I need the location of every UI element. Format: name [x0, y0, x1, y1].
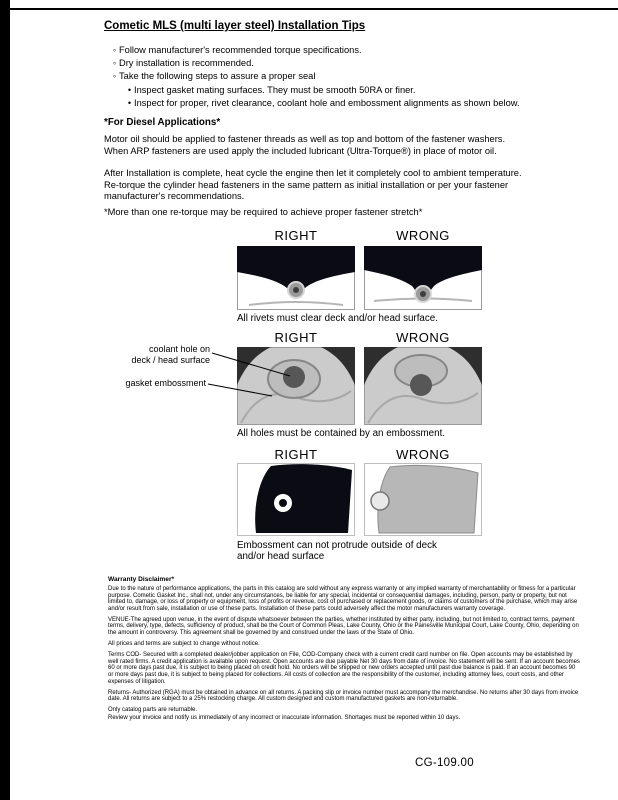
page-title: Cometic MLS (multi layer steel) Installation Tips — [104, 20, 366, 32]
page-number: CG-109.00 — [415, 757, 474, 769]
page-left-border — [0, 0, 10, 800]
warranty-paragraph: VENUE-The agreed upon venue, in the event of dispute whatsoever between the parties, whether instituted by either party, including, but not limited to, contract terms, payment terms, delivery, type, defects, sufficiency of product, shall be the Court of Common Pleas, Lake County, Ohio or the Painesville Municipal Court, Lake County, Ohio, depending on the amount in controversy. This agreement shall be governed by and construed under the laws of the State of Ohio. — [108, 616, 579, 637]
annotation-line: coolant hole on — [148, 344, 210, 354]
embossment-containment-wrong-figure — [364, 347, 482, 425]
list-item — [125, 97, 580, 110]
warranty-heading: Warranty Disclaimer* — [108, 576, 175, 583]
embossment-containment-right-figure — [237, 347, 355, 425]
list-item — [110, 70, 580, 83]
row2-caption: All holes must be contained by an embossment. — [237, 428, 446, 439]
row2-right-label: RIGHT — [274, 330, 318, 345]
tip-text: Follow manufacturer's recommended torque specifications. — [119, 45, 362, 55]
warranty-paragraph: Only catalog parts are returnable. — [108, 707, 198, 714]
bullet-marker: • — [127, 97, 132, 108]
bullet-marker: ◦ — [112, 71, 117, 82]
tip-text: Dry installation is recommended. — [119, 58, 254, 69]
diesel-paragraph-2: After Installation is complete, heat cycle the engine then let it completely cool to ambient temperature. Re-torque the cylinder head fasteners in the same pattern as initial installation or per your fastener manufacturer's recommendations. — [104, 168, 522, 202]
coolant-hole-annotation — [108, 344, 210, 365]
bullet-marker: ◦ — [112, 58, 117, 69]
row2-wrong-label: WRONG — [396, 330, 450, 345]
embossment-protrusion-wrong-figure — [364, 463, 482, 536]
bullet-marker: • — [127, 84, 132, 95]
tip-text: Inspect for proper, rivet clearance, coolant hole and embossment alignments as shown below. — [134, 97, 520, 108]
warranty-text — [108, 586, 582, 726]
embossment-protrusion-right-figure — [237, 463, 355, 536]
warranty-paragraph: Due to the nature of performance applications, the parts in this catalog are sold without any express warranty or any implied warranty of merchantability or fitness for a particular purpose. Cometic Gasket Inc., shall not, under any circumstances, be liable for any special, incidental or consequential damages, including, person, party or property, but not limited to, damage, or loss of property or equipment, loss of profits or revenue, cost of purchased or replacement goods, or claims of customers of the purchase, which may arise and/or result from sale, installation or use of these parts. Installation of these parts could adversely affect the motor manufacturers warranty coverage. — [108, 586, 578, 612]
rivet-clearance-right-figure — [237, 246, 355, 310]
warranty-paragraph: Returns- Authorized (RGA) must be obtained in advance on all returns. A packing slip or invoice number must accompany the merchandise. No returns after 30 days from invoice date. All returns are subject to a 25% restocking charge. All custom designed and custom manufactured gaskets are non-returnable. — [108, 689, 579, 703]
gasket-embossment-annotation: gasket embossment — [125, 378, 206, 388]
row1-wrong-label: WRONG — [396, 228, 450, 243]
row1-right-label: RIGHT — [274, 228, 318, 243]
tip-text: Inspect gasket mating surfaces. They must be smooth 50RA or finer. — [134, 84, 416, 95]
annotation-line: deck / head surface — [131, 354, 210, 365]
list-item — [110, 44, 580, 57]
row3-right-label: RIGHT — [274, 447, 318, 462]
warranty-paragraph: Review your invoice and notify us immediately of any incorrect or inaccurate information. Shortages must be reported within 10 days. — [108, 715, 461, 721]
bullet-marker: ◦ — [112, 45, 117, 55]
retorque-note: *More than one re-torque may be required to achieve proper fastener stretch* — [104, 207, 423, 217]
diesel-paragraph-1: Motor oil should be applied to fastener threads as well as top and bottom of the fastener washers. When ARP fasteners are used apply the included lubricant (Ultra-Torque®) in place of motor oil. — [104, 134, 506, 156]
row3-wrong-label: WRONG — [396, 447, 450, 462]
rivet-clearance-wrong-figure — [364, 246, 482, 310]
caption-line: Embossment can not protrude outside of deck — [237, 540, 437, 551]
row3-caption — [237, 540, 437, 562]
list-item — [110, 57, 580, 70]
list-item — [125, 84, 580, 97]
warranty-paragraph: All prices and terms are subject to change without notice. — [108, 641, 260, 648]
warranty-paragraph: Terms COD- Secured with a completed dealer/jobber application on File, COD-Company check with a current credit card number on file. Open accounts may be established by well rated firms. A credit application is available upon request. Open accounts are due payable Net 30 days from date of invoice. No statement will be sent. If an account becomes 60 or more days past due, it is subject to being placed on credit hold. No orders will be shipped or new orders accepted until past due balance is paid. If an account becomes 90 or more days past due, it is subject to being placed for collections. All costs of collection are the responsibility of the customer, including attorney fees, court costs, and other expenses of litigation. — [108, 652, 580, 685]
page-top-border — [10, 8, 618, 10]
tip-text: Take the following steps to assure a proper seal — [119, 71, 316, 82]
diesel-heading: *For Diesel Applications* — [104, 117, 221, 128]
caption-line: and/or head surface — [237, 551, 325, 562]
row1-caption: All rivets must clear deck and/or head surface. — [237, 313, 438, 324]
tips-list — [110, 44, 580, 110]
